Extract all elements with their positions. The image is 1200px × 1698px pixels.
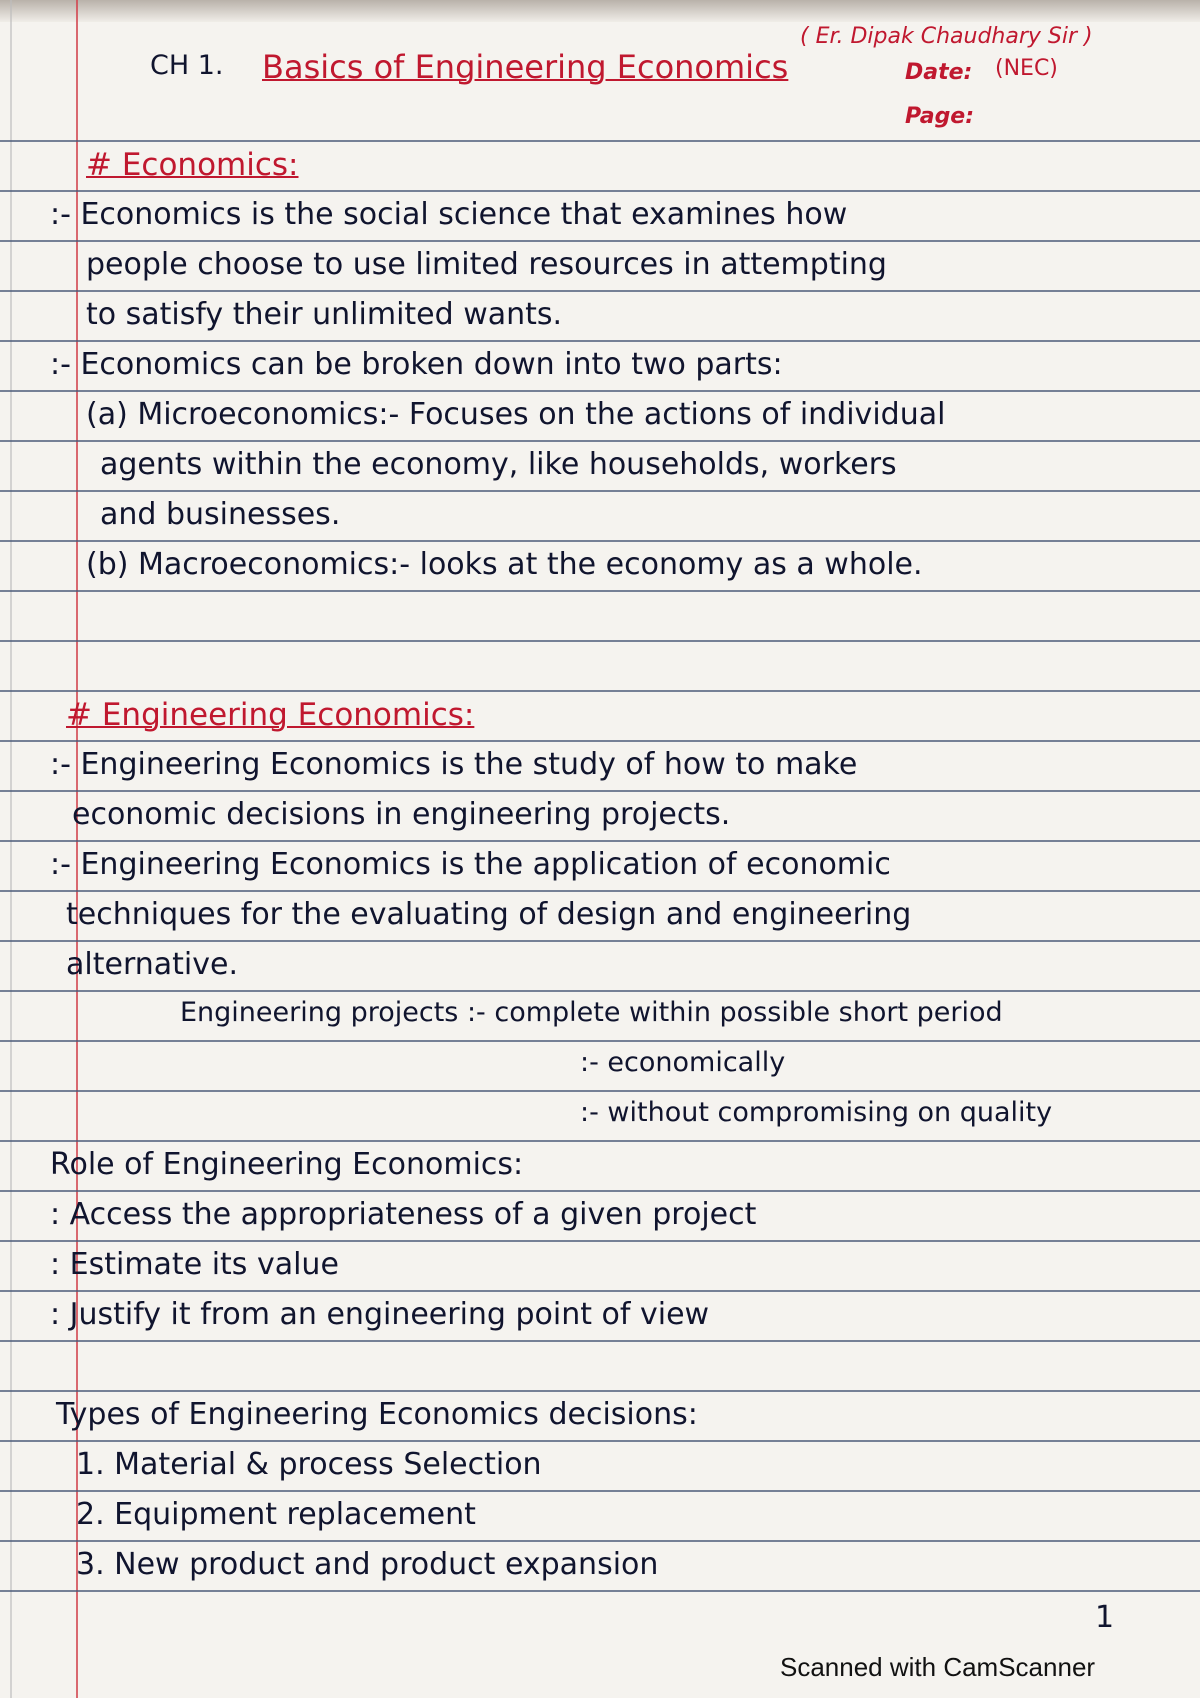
ruled-line [0,1590,1200,1592]
engineering-economics-line: :- Engineering Economics is the study of how to make [50,747,858,782]
ruled-line [0,940,1200,942]
ruled-line [0,1190,1200,1192]
economics-heading: # Economics: [86,147,299,183]
ruled-line [0,1140,1200,1142]
chapter-number: CH 1. [150,50,224,81]
date-value: (NEC) [995,56,1058,81]
engineering-projects-line: :- economically [580,1047,786,1078]
engineering-economics-line: economic decisions in engineering projects. [72,797,731,832]
ruled-line [0,540,1200,542]
economics-line: :- Economics is the social science that examines how [50,197,848,232]
ruled-line [0,590,1200,592]
engineering-economics-line: techniques for the evaluating of design and engineering [66,897,912,932]
ruled-line [0,1340,1200,1342]
types-heading: Types of Engineering Economics decisions: [56,1397,698,1432]
types-item: 2. Equipment replacement [76,1497,476,1532]
role-heading: Role of Engineering Economics: [50,1147,524,1182]
engineering-economics-heading: # Engineering Economics: [66,697,475,733]
engineering-economics-line: alternative. [66,947,238,982]
economics-line: people choose to use limited resources in attempting [86,247,887,282]
economics-line: :- Economics can be broken down into two parts: [50,347,783,382]
ruled-line [0,690,1200,692]
ruled-line [0,490,1200,492]
role-item: : Access the appropriateness of a given project [50,1197,757,1232]
ruled-line [0,340,1200,342]
ruled-line [0,1090,1200,1092]
ruled-line [0,1440,1200,1442]
ruled-line [0,140,1200,142]
engineering-economics-line: :- Engineering Economics is the application of economic [50,847,891,882]
ruled-line [0,1290,1200,1292]
left-edge-line [10,0,12,1698]
ruled-line [0,440,1200,442]
ruled-line [0,740,1200,742]
ruled-line [0,240,1200,242]
ruled-line [0,1490,1200,1492]
ruled-line [0,1240,1200,1242]
page-top-edge [0,0,1200,22]
page-title: Basics of Engineering Economics [262,48,789,86]
economics-line: to satisfy their unlimited wants. [86,297,563,332]
ruled-line [0,890,1200,892]
economics-line: and businesses. [100,497,341,532]
ruled-line [0,640,1200,642]
ruled-line [0,1040,1200,1042]
engineering-projects-line: Engineering projects :- complete within possible short period [180,997,1003,1028]
types-item: 1. Material & process Selection [76,1447,542,1482]
types-item: 3. New product and product expansion [76,1547,659,1582]
ruled-line [0,290,1200,292]
ruled-line [0,390,1200,392]
economics-line: (a) Microeconomics:- Focuses on the actions of individual [86,397,946,432]
scanner-watermark: Scanned with CamScanner [780,1652,1096,1682]
role-item: : Estimate its value [50,1247,339,1282]
engineering-projects-line: :- without compromising on quality [580,1097,1053,1128]
page-number: 1 [1095,1600,1115,1635]
ruled-line [0,190,1200,192]
author-note: ( Er. Dipak Chaudhary Sir ) [800,24,1093,49]
date-label: Date: [905,60,973,85]
economics-line: (b) Macroeconomics:- looks at the economy as a whole. [86,547,923,582]
role-item: : Justify it from an engineering point of view [50,1297,710,1332]
ruled-line [0,840,1200,842]
ruled-line [0,990,1200,992]
ruled-line [0,1390,1200,1392]
page-label: Page: [905,104,975,129]
economics-line: agents within the economy, like households, workers [100,447,897,482]
ruled-line [0,790,1200,792]
ruled-line [0,1540,1200,1542]
